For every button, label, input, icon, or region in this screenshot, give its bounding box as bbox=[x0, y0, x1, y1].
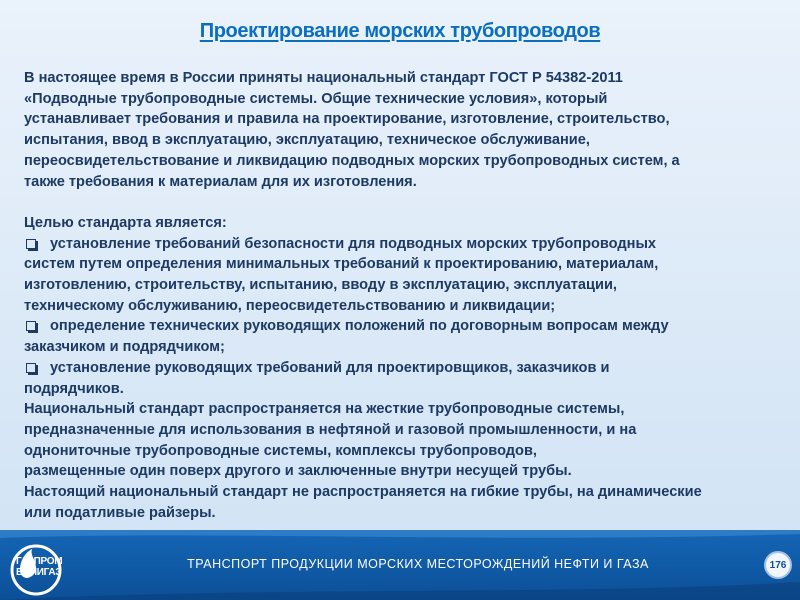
page-number-badge: 176 bbox=[764, 551, 792, 579]
logo-line: ГАЗПРОМ bbox=[16, 556, 63, 567]
intro-line: устанавливает требования и правила на проектирование, изготовление, строительство, bbox=[24, 111, 670, 128]
hollow-square-bullet-icon bbox=[26, 321, 36, 331]
logo-line: ВНИИГАЗ bbox=[16, 567, 62, 578]
intro-line: испытания, ввод в эксплуатацию, эксплуатацию, техническое обслуживание, bbox=[24, 132, 590, 149]
intro-line: также требования к материалам для их изготовления. bbox=[24, 173, 417, 190]
bullet-line: определение технических руководящих положений по договорным вопросам между bbox=[50, 318, 669, 335]
closing-line: однониточные трубопроводные системы, комплексы трубопроводов, bbox=[24, 442, 537, 459]
bullet-item bbox=[24, 234, 790, 317]
hollow-square-bullet-icon bbox=[26, 239, 36, 249]
slide-title: Проектирование морских трубопроводов bbox=[199, 20, 601, 42]
intro-line: переосвидетельствование и ликвидацию подводных морских трубопроводных систем, а bbox=[24, 152, 680, 169]
bullet-item bbox=[24, 358, 790, 399]
bullet-line: установление руководящих требований для проектировщиков, заказчиков и bbox=[50, 359, 610, 376]
intro-line: В настоящее время в России приняты национальный стандарт ГОСТ Р 54382-2011 bbox=[24, 70, 623, 86]
bullet-line: установление требований безопасности для подводных морских трубопроводных bbox=[50, 235, 657, 252]
closing-line: предназначенные для использования в нефтяной и газовой промышленности, и на bbox=[24, 421, 637, 438]
closing-line: или податливые райзеры. bbox=[24, 504, 216, 521]
hollow-square-bullet-icon bbox=[26, 363, 36, 373]
closing-line: Национальный стандарт распространяется на жесткие трубопроводные системы, bbox=[24, 401, 625, 418]
bullet-line: подрядчиков. bbox=[24, 380, 124, 397]
footer-caption: ТРАНСПОРТ ПРОДУКЦИИ МОРСКИХ МЕСТОРОЖДЕНИЙ НЕФТИ И ГАЗА bbox=[187, 557, 649, 571]
paragraph-gap bbox=[24, 192, 790, 213]
footer-bar bbox=[0, 530, 800, 600]
bullet-line: систем путем определения минимальных требований к проектированию, материалам, bbox=[24, 256, 659, 273]
bullet-line: техническому обслуживанию, переосвидетельствованию и ликвидации; bbox=[24, 297, 556, 314]
closing-line: Настоящий национальный стандарт не распространяется на гибкие трубы, на динамические bbox=[24, 484, 702, 501]
slide-body bbox=[24, 68, 790, 523]
intro-line: «Подводные трубопроводные системы. Общие технические условия», который bbox=[24, 90, 608, 107]
bullet-line: изготовлению, строительству, испытанию, вводу в эксплуатацию, эксплуатации, bbox=[24, 277, 617, 294]
closing-line: размещенные один поверх другого и заключенные внутри несущей трубы. bbox=[24, 463, 572, 480]
bullet-item bbox=[24, 316, 790, 357]
bullet-line: заказчиком и подрядчиком; bbox=[24, 339, 225, 356]
closing-paragraph bbox=[24, 399, 790, 523]
goal-heading: Целью стандарта является: bbox=[24, 214, 227, 231]
intro-paragraph bbox=[24, 68, 790, 192]
